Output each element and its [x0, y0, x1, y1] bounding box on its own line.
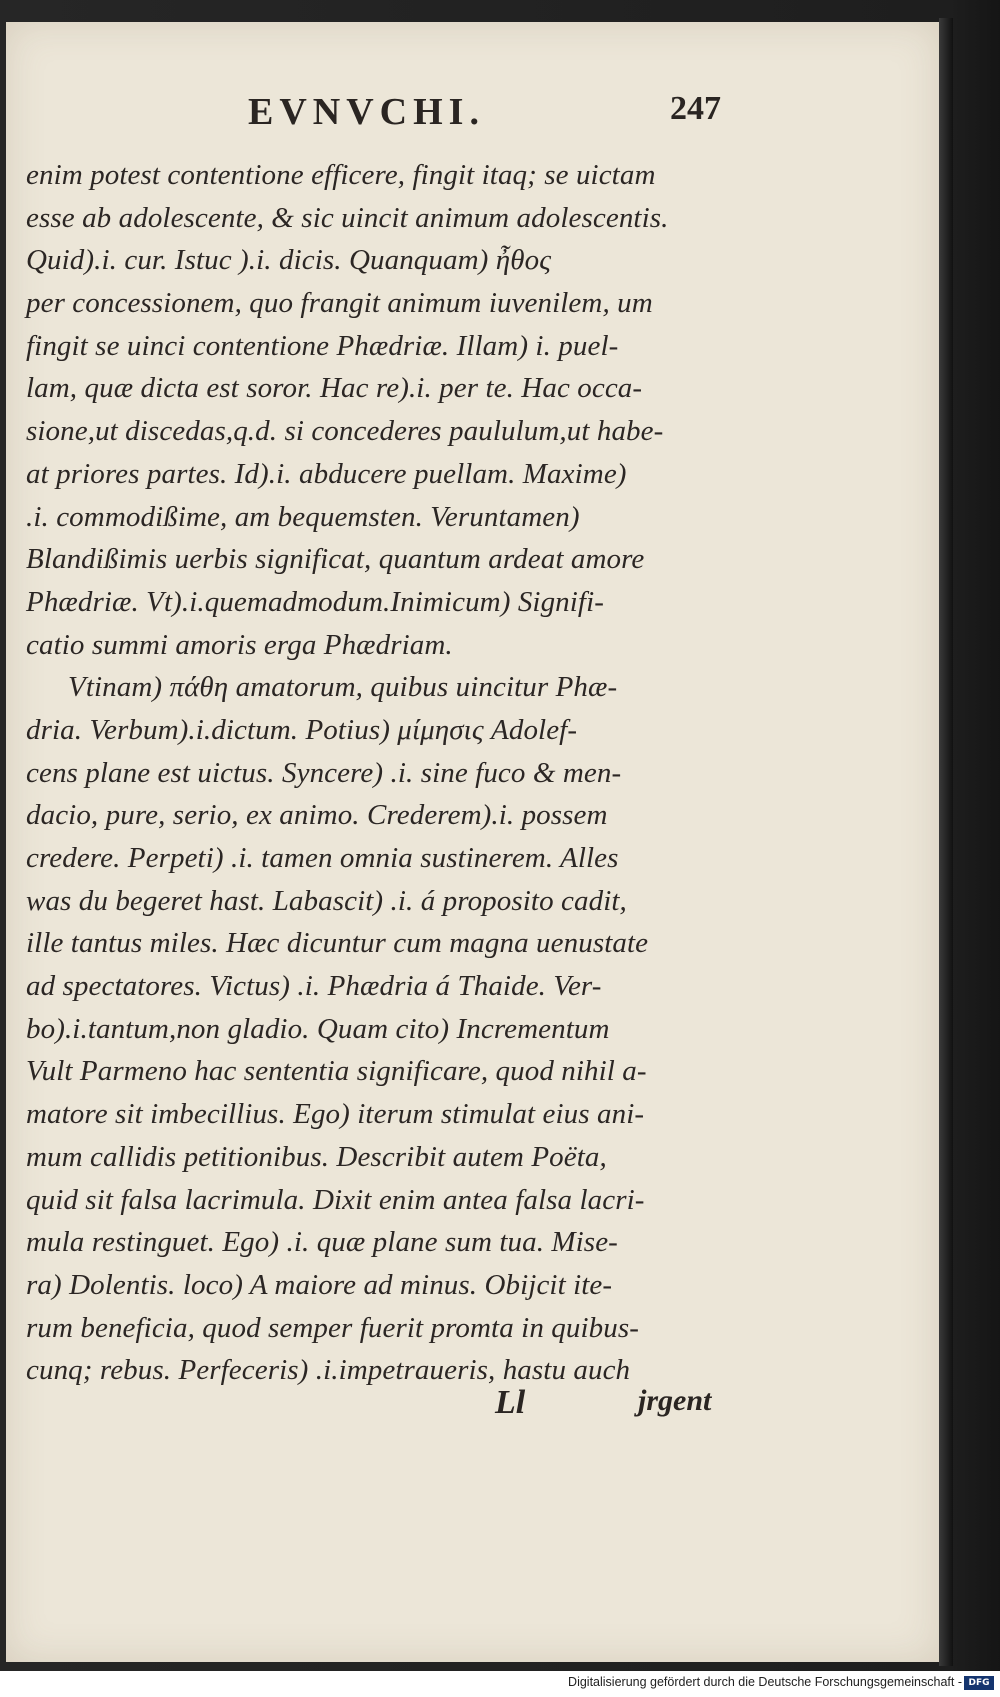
text-line: lam, quæ dicta est soror. Hac re).i. per te. Hac occa-: [26, 372, 643, 405]
text-line: mula restinguet. Ego) .i. quæ plane sum tua. Mise-: [26, 1226, 618, 1259]
text-line: sione,ut discedas,q.d. si concederes paululum,ut habe-: [26, 415, 664, 448]
text-line: per concessionem, quo frangit animum iuvenilem, um: [26, 287, 653, 320]
text-line: Phædriæ. Vt).i.quemadmodum.Inimicum) Signifi-: [26, 585, 605, 618]
text-line: rum beneficia, quod semper fuerit promta in quibus-: [26, 1311, 639, 1344]
credit-text: Digitalisierung gefördert durch die Deutsche Forschungsgemeinschaft -: [568, 1675, 962, 1689]
credit-bar: [0, 1671, 1000, 1697]
page-edge-shadow: [939, 18, 953, 1666]
text-line: esse ab adolescente, & sic uincit animum adolescentis.: [26, 201, 669, 234]
text-line: cunq; rebus. Perfeceris) .i.impetraueris, hastu auch: [26, 1354, 631, 1387]
text-line: Vtinam) πάθη amatorum, quibus uincitur Phæ-: [68, 671, 618, 704]
signature-mark: Ll: [495, 1384, 526, 1421]
text-line: Quid).i. cur. Istuc ).i. dicis. Quanquam) ἦθος: [26, 244, 552, 277]
text-line: quid sit falsa lacrimula. Dixit enim antea falsa lacri-: [26, 1183, 645, 1216]
text-line: Vult Parmeno hac sententia significare, quod nihil a-: [26, 1055, 647, 1088]
text-line: ille tantus miles. Hæc dicuntur cum magna uenustate: [26, 927, 649, 960]
text-line: matore sit imbecillius. Ego) iterum stimulat eius ani-: [26, 1098, 645, 1131]
text-line: Blandißimis uerbis significat, quantum ardeat amore: [26, 543, 645, 576]
catchword: jrgent: [638, 1384, 712, 1417]
text-line: fingit se uinci contentione Phædriæ. Illam) i. puel-: [26, 329, 619, 362]
text-line: catio summi amoris erga Phædriam.: [26, 628, 453, 661]
text-line: at priores partes. Id).i. abducere puellam. Maxime): [26, 457, 627, 490]
text-line: ra) Dolentis. loco) A maiore ad minus. Obijcit ite-: [26, 1268, 613, 1301]
text-line: ad spectatores. Victus) .i. Phædria á Thaide. Ver-: [26, 970, 602, 1003]
running-title: EVNVCHI.: [248, 91, 485, 133]
text-line: cens plane est uictus. Syncere) .i. sine fuco & men-: [26, 756, 622, 789]
text-line: dacio, pure, serio, ex animo. Crederem).i. possem: [26, 799, 608, 832]
dfg-logo: DFG: [964, 1676, 994, 1690]
page-number: 247: [670, 90, 721, 127]
text-line: .i. commodißime, am bequemsten. Veruntamen): [26, 500, 580, 533]
book-page: [6, 22, 939, 1662]
text-line: was du begeret hast. Labascit) .i. á proposito cadit,: [26, 884, 627, 917]
text-line: credere. Perpeti) .i. tamen omnia sustinerem. Alles: [26, 842, 619, 874]
text-line: dria. Verbum).i.dictum. Potius) μίμησις Adolef-: [26, 713, 578, 746]
text-line: enim potest contentione efficere, fingit itaq; se uictam: [26, 159, 656, 191]
commentary-text: [26, 154, 726, 1392]
text-line: bo).i.tantum,non gladio. Quam cito) Incrementum: [26, 1012, 610, 1045]
text-line: mum callidis petitionibus. Describit autem Poëta,: [26, 1140, 607, 1173]
